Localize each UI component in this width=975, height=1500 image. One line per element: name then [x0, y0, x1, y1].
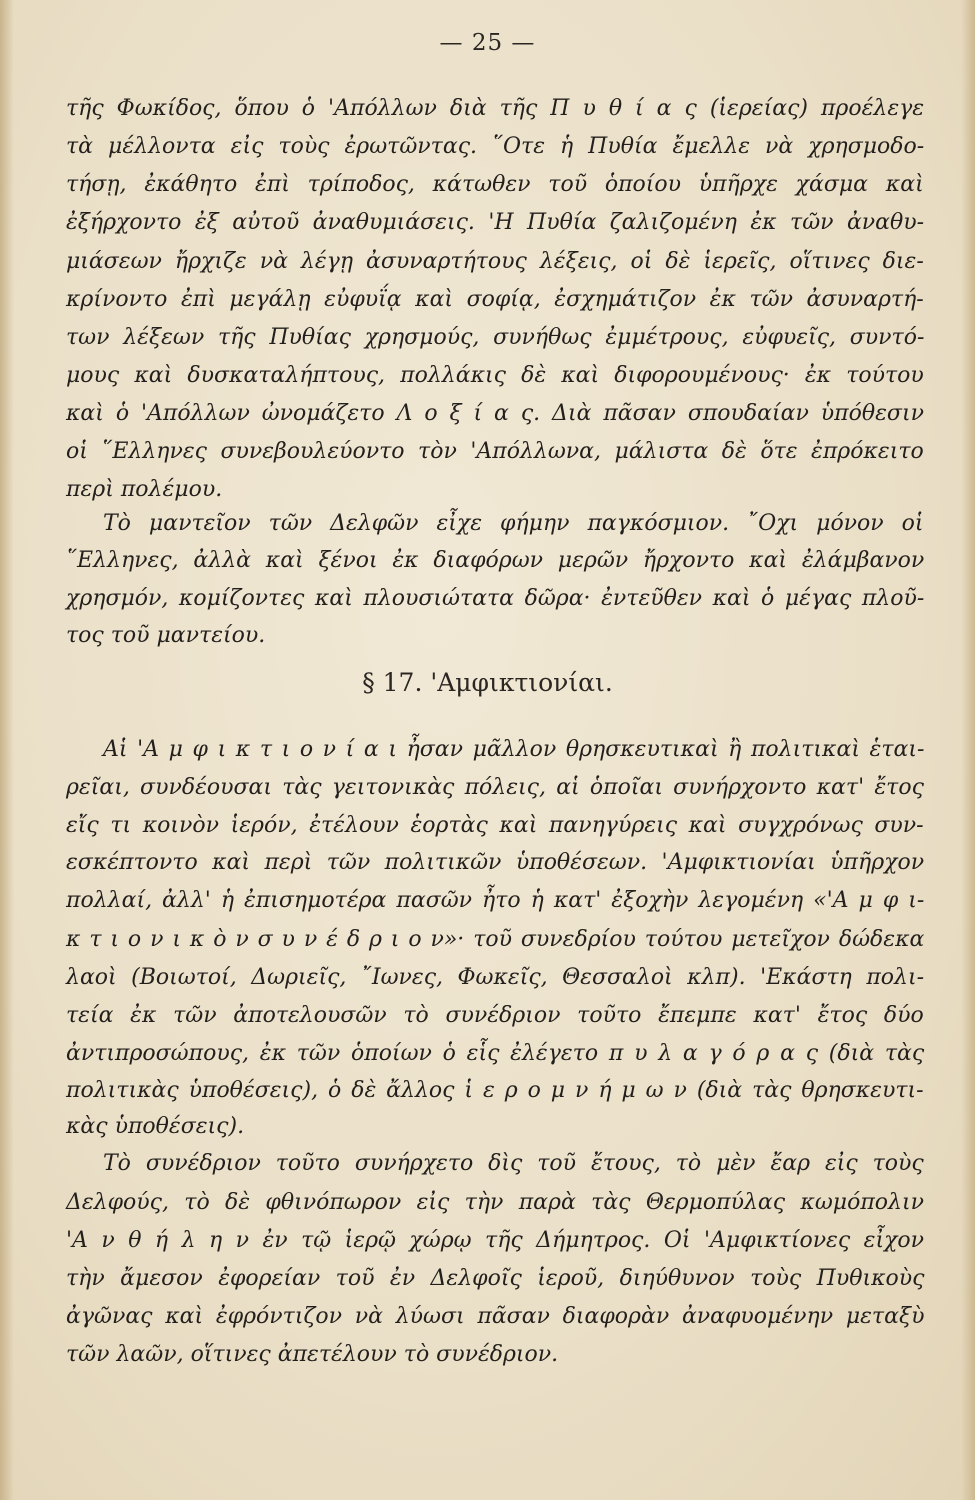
text-line: Τὸ συνέδριον τοῦτο συνήρχετο δὶς τοῦ ἔτους, τὸ μὲν ἔαρ εἰς τοὺς	[103, 1151, 924, 1176]
text-line: ἐξήρχοντο ἐξ αὐτοῦ ἀναθυμιάσεις. 'Η Πυθία ζαλιζομένη ἐκ τῶν ἀναθυ-	[66, 210, 925, 235]
text-line: τὰ μέλλοντα εἰς τοὺς ἐρωτῶντας. ῞Οτε ἡ Πυθία ἔμελλε νὰ χρησμοδο-	[66, 134, 925, 159]
text-line: μιάσεων ἤρχιζε νὰ λέγῃ ἀσυναρτήτους λέξεις, οἱ δὲ ἱερεῖς, οἵτινες διε-	[66, 249, 924, 274]
text-line: ῞Ελληνες, ἀλλὰ καὶ ξένοι ἐκ διαφόρων μερῶν ἤρχοντο καὶ ἐλάμβανον	[66, 548, 925, 573]
page-edge-right	[961, 0, 975, 1500]
text-line: τῆς Φωκίδος, ὅπου ὁ 'Απόλλων διὰ τῆς Π υ θ ί α ς (ἱερείας) προέλεγε	[66, 96, 925, 121]
text-line: Δελφούς, τὸ δὲ φθινόπωρον εἰς τὴν παρὰ τὰς Θερμοπύλας κωμόπολιν	[66, 1190, 924, 1215]
text-line: κρίνοντο ἐπὶ μεγάλῃ εὐφυΐᾳ καὶ σοφίᾳ, ἐσχημάτιζον ἐκ τῶν ἀσυναρτή-	[66, 287, 924, 312]
text-line: περὶ πολέμου.	[66, 477, 223, 502]
text-line: τῶν λαῶν, οἵτινες ἀπετέλουν τὸ συνέδριον.	[66, 1342, 559, 1367]
text-line: 'Α ν θ ή λ η ν ἐν τῷ ἱερῷ χώρῳ τῆς Δήμητρος. Οἱ 'Αμφικτίονες εἶχον	[66, 1228, 925, 1253]
page-edge-left	[0, 0, 14, 1500]
text-line: τεία ἐκ τῶν ἀποτελουσῶν τὸ συνέδριον τοῦτο ἔπεμπε κατ' ἔτος δύο	[66, 1003, 924, 1028]
text-line: πολλαί, ἀλλ' ἡ ἐπισημοτέρα πασῶν ἦτο ἡ κατ' ἐξοχὴν λεγομένη «'Α μ φ ι-	[66, 888, 925, 913]
text-line: οἱ ῞Ελληνες συνεβουλεύοντο τὸν 'Απόλλωνα, μάλιστα δὲ ὅτε ἐπρόκειτο	[66, 439, 924, 464]
text-line: καὶ ὁ 'Απόλλων ὠνομάζετο Λ ο ξ ί α ς. Διὰ πᾶσαν σπουδαίαν ὑπόθεσιν	[66, 401, 924, 426]
text-line: χρησμόν, κομίζοντες καὶ πλουσιώτατα δῶρα· ἐντεῦθεν καὶ ὁ μέγας πλοῦ-	[66, 586, 925, 611]
text-line: τὴν ἄμεσον ἐφορείαν τοῦ ἐν Δελφοῖς ἱεροῦ, διηύθυνον τοὺς Πυθικοὺς	[66, 1266, 925, 1291]
text-line: ἀντιπροσώπους, ἐκ τῶν ὁποίων ὁ εἷς ἐλέγετο π υ λ α γ ό ρ α ς (διὰ τὰς	[66, 1041, 925, 1066]
text-line: Τὸ μαντεῖον τῶν Δελφῶν εἶχε φήμην παγκόσμιον. ῎Οχι μόνον οἱ	[103, 511, 924, 536]
text-line: των λέξεων τῆς Πυθίας χρησμούς, συνήθως ἐμμέτρους, εὐφυεῖς, συντό-	[66, 325, 925, 350]
text-line: τος τοῦ μαντείου.	[66, 623, 266, 648]
section-heading: § 17. 'Αμφικτιονίαι.	[362, 668, 613, 697]
text-line: Αἱ 'Α μ φ ι κ τ ι ο ν ί α ι ἦσαν μᾶλλον θρησκευτικαὶ ἢ πολιτικαὶ ἑται-	[103, 737, 925, 762]
page-number: — 25 —	[439, 30, 536, 56]
text-line: πολιτικὰς ὑποθέσεις), ὁ δὲ ἄλλος ἱ ε ρ ο μ ν ή μ ω ν (διὰ τὰς θρησκευτι-	[66, 1078, 924, 1103]
text-line: κ τ ι ο ν ι κ ὸ ν σ υ ν έ δ ρ ι ο ν»· τοῦ συνεδρίου τούτου μετεῖχον δώδεκα	[66, 927, 925, 952]
text-line: λαοὶ (Βοιωτοί, Δωριεῖς, ῎Ιωνες, Φωκεῖς, Θεσσαλοὶ κλπ). 'Εκάστη πολι-	[66, 965, 925, 990]
text-line: τήσῃ, ἐκάθητο ἐπὶ τρίποδος, κάτωθεν τοῦ ὁποίου ὑπῆρχε χάσμα καὶ	[66, 172, 924, 197]
text-line: ἀγῶνας καὶ ἐφρόντιζον νὰ λύωσι πᾶσαν διαφορὰν ἀναφυομένην μεταξὺ	[66, 1304, 925, 1329]
text-line: μους καὶ δυσκαταλήπτους, πολλάκις δὲ καὶ διφορουμένους· ἐκ τούτου	[66, 363, 924, 388]
text-line: εσκέπτοντο καὶ περὶ τῶν πολιτικῶν ὑποθέσεων. 'Αμφικτιονίαι ὑπῆρχον	[66, 850, 925, 875]
text-line: κὰς ὑποθέσεις).	[66, 1114, 245, 1139]
text-line: ρεῖαι, συνδέουσαι τὰς γειτονικὰς πόλεις, αἱ ὁποῖαι συνήρχοντο κατ' ἔτος	[66, 775, 924, 800]
text-line: εἴς τι κοινὸν ἱερόν, ἐτέλουν ἑορτὰς καὶ πανηγύρεις καὶ συγχρόνως συν-	[66, 813, 924, 838]
